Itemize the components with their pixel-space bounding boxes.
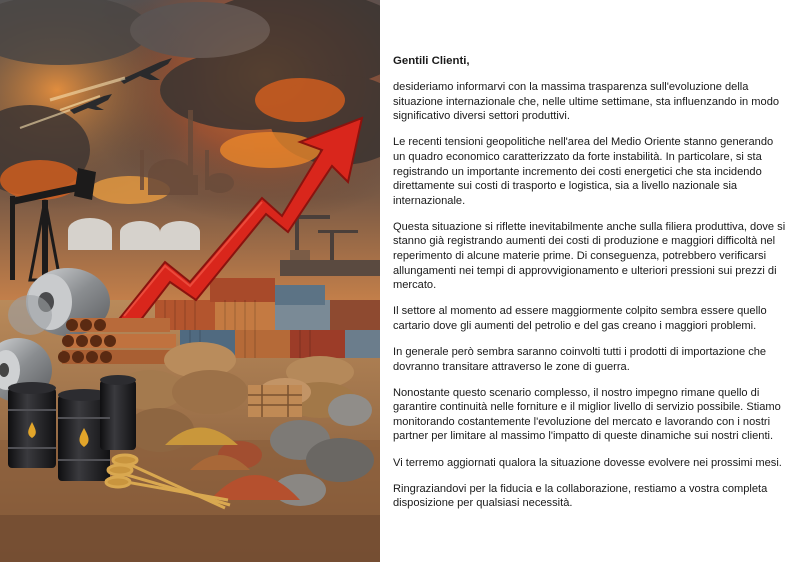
paragraph-tensions: Le recenti tensioni geopolitiche nell'area del Medio Oriente stanno generando un quadro economico caratterizzato da forte instabilità. In particolare, si sta registrando un importante incremento dei costi energetici che sta incidendo direttamente sui costi di trasporto e logistica, sia a livello nazionale sia internazionale. [393,136,774,207]
paragraph-supply-chain: Questa situazione si riflette inevitabilmente anche sulla filiera produttiva, dove si stanno già registrando aumenti dei costi di produzione e maggiori difficoltà nel reperimento di alcune materie prime. Di conseguenza, potrebbero verificarsi allungamenti nei tempi di approvvigionamento e ulteriori pressioni sui prezzi di mercato. [393,220,786,292]
salutation: Gentili Clienti, [393,55,470,67]
paragraph-commitment: Nonostante questo scenario complesso, il nostro impegno rimane quello di garantire continuità nelle forniture e il miglior livello di servizio possibile. Stiamo monitorando costantemente l'evoluzione del mercato e lavorando con i nostri partner per limitare al massimo l'impatto di queste dinamiche sui nostri clienti. [393,386,781,443]
storage-tanks [68,218,200,250]
paragraph-imports: In generale però sembra saranno coinvolti tutti i prodotti di importazione che dovranno transitare attraverso le zone di guerra. [393,346,767,373]
paragraph-paper-sector: Il settore al momento ad essere maggiormente colpito sembra essere quello cartario dove gli aumenti del petrolio e del gas creano i maggiori problemi. [393,305,767,332]
crisis-illustration [0,0,380,562]
letter-body [380,0,800,562]
paragraph-closing: Ringraziandovi per la fiducia e la collaborazione, restiamo a vostra completa disposizione per qualsiasi necessità. [393,482,768,510]
paragraph-updates: Vi terremo aggiornati qualora la situazione dovesse evolvere nei prossimi mesi. [393,456,782,469]
paragraph-intro: desideriamo informarvi con la massima trasparenza sull'evoluzione della situazione internazionale che, nelle ultime settimane, sta influenzando in modo significativo diversi settori produttivi. [393,81,780,123]
wooden-crate [248,385,302,417]
copper-pipes [58,318,177,364]
